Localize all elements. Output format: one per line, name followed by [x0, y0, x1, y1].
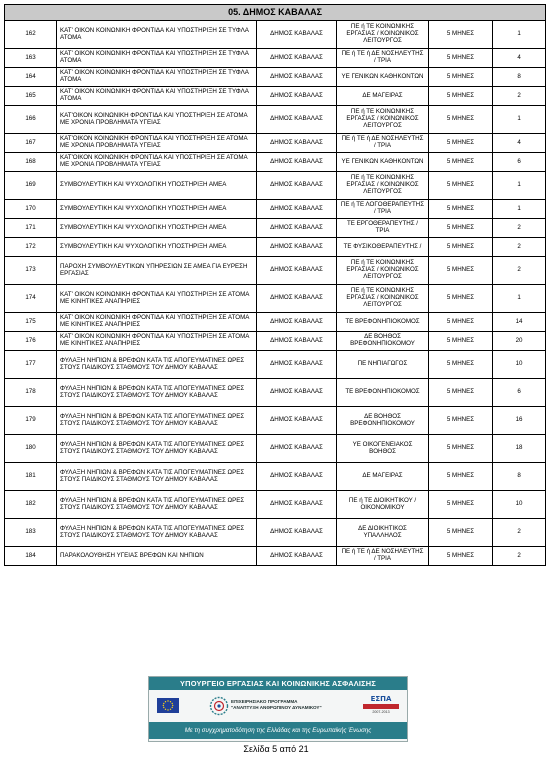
row-specialty: ΔΕ ΒΟΗΘΟΣ ΒΡΕΦΟΝΗΠΙΟΚΟΜΟΥ	[337, 332, 429, 351]
row-specialty: ΤΕ ΒΡΕΦΟΝΗΠΙΟΚΟΜΟΣ	[337, 379, 429, 407]
row-positions: 2	[493, 87, 546, 106]
row-description: ΚΑΤ' ΟΙΚΟΝ ΚΟΙΝΩΝΙΚΗ ΦΡΟΝΤΙΔΑ ΚΑΙ ΥΠΟΣΤΗΡΙΞΗ ΣΕ ΑΤΟΜΑ ΜΕ ΚΙΝΗΤΙΚΕΣ ΑΝΑΠΗΡΙΕΣ	[57, 285, 257, 313]
row-number: 163	[5, 49, 57, 68]
row-organization: ΔΗΜΟΣ ΚΑΒΑΛΑΣ	[257, 200, 337, 219]
row-positions: 14	[493, 313, 546, 332]
row-organization: ΔΗΜΟΣ ΚΑΒΑΛΑΣ	[257, 313, 337, 332]
row-specialty: ΤΕ ΒΡΕΦΟΝΗΠΙΟΚΟΜΟΣ	[337, 313, 429, 332]
row-specialty: ΠΕ ή ΤΕ ή ΔΕ ΝΟΣΗΛΕΥΤΗΣ / ΤΡΙΑ	[337, 547, 429, 566]
row-positions: 16	[493, 407, 546, 435]
row-organization: ΔΗΜΟΣ ΚΑΒΑΛΑΣ	[257, 257, 337, 285]
funding-banner	[148, 676, 408, 742]
row-number: 168	[5, 153, 57, 172]
table-row	[5, 172, 546, 200]
espa-years: 2007-2013	[372, 710, 390, 714]
row-description: ΚΑΤ'ΟΙΚΟΝ ΚΟΙΝΩΝΙΚΗ ΦΡΟΝΤΙΔΑ ΚΑΙ ΥΠΟΣΤΗΡΙΞΗ ΣΕ ΑΤΟΜΑ ΜΕ ΧΡΟΝΙΑ ΠΡΟΒΛΗΜΑΤΑ ΥΓΕΙΑΣ	[57, 134, 257, 153]
row-number: 172	[5, 238, 57, 257]
row-positions: 2	[493, 519, 546, 547]
row-duration: 5 ΜΗΝΕΣ	[429, 106, 493, 134]
banner-logos	[149, 690, 407, 722]
table-row	[5, 519, 546, 547]
table-row	[5, 313, 546, 332]
row-organization: ΔΗΜΟΣ ΚΑΒΑΛΑΣ	[257, 351, 337, 379]
row-description: ΦΥΛΑΞΗ ΝΗΠΙΩΝ & ΒΡΕΦΩΝ ΚΑΤΑ ΤΙΣ ΑΠΟΓΕΥΜΑΤΙΝΕΣ ΩΡΕΣ ΣΤΟΥΣ ΠΑΙΔΙΚΟΥΣ ΣΤΑΘΜΟΥΣ ΤΟΥ ΔΗΜΟΥ ΚΑΒΑΛΑΣ	[57, 435, 257, 463]
row-positions: 2	[493, 257, 546, 285]
row-description: ΣΥΜΒΟΥΛΕΥΤΙΚΗ ΚΑΙ ΨΥΧΟΛΟΓΙΚΗ ΥΠΟΣΤΗΡΙΞΗ ΑΜΕΑ	[57, 219, 257, 238]
row-specialty: ΔΕ ΜΑΓΕΙΡΑΣ	[337, 463, 429, 491]
row-duration: 5 ΜΗΝΕΣ	[429, 435, 493, 463]
cofinance-note: Με τη συγχρηματοδότηση της Ελλάδας και της Ευρωπαϊκής Ένωσης	[149, 722, 407, 739]
row-organization: ΔΗΜΟΣ ΚΑΒΑΛΑΣ	[257, 407, 337, 435]
row-positions: 1	[493, 21, 546, 49]
row-number: 184	[5, 547, 57, 566]
table-row	[5, 285, 546, 313]
row-description: ΦΥΛΑΞΗ ΝΗΠΙΩΝ & ΒΡΕΦΩΝ ΚΑΤΑ ΤΙΣ ΑΠΟΓΕΥΜΑΤΙΝΕΣ ΩΡΕΣ ΣΤΟΥΣ ΠΑΙΔΙΚΟΥΣ ΣΤΑΘΜΟΥΣ ΤΟΥ ΔΗΜΟΥ ΚΑΒΑΛΑΣ	[57, 351, 257, 379]
ministry-title: ΥΠΟΥΡΓΕΙΟ ΕΡΓΑΣΙΑΣ ΚΑΙ ΚΟΙΝΩΝΙΚΗΣ ΑΣΦΑΛΙΣΗΣ	[149, 677, 407, 690]
positions-table-body	[5, 5, 546, 566]
row-specialty: ΠΕ ή ΤΕ ΚΟΙΝΩΝΙΚΗΣ ΕΡΓΑΣΙΑΣ / ΚΟΙΝΩΝΙΚΟΣ ΛΕΙΤΟΥΡΓΟΣ	[337, 106, 429, 134]
row-positions: 1	[493, 106, 546, 134]
row-description: ΦΥΛΑΞΗ ΝΗΠΙΩΝ & ΒΡΕΦΩΝ ΚΑΤΑ ΤΙΣ ΑΠΟΓΕΥΜΑΤΙΝΕΣ ΩΡΕΣ ΣΤΟΥΣ ΠΑΙΔΙΚΟΥΣ ΣΤΑΘΜΟΥΣ ΤΟΥ ΔΗΜΟΥ ΚΑΒΑΛΑΣ	[57, 491, 257, 519]
row-description: ΚΑΤ' ΟΙΚΟΝ ΚΟΙΝΩΝΙΚΗ ΦΡΟΝΤΙΔΑ ΚΑΙ ΥΠΟΣΤΗΡΙΞΗ ΣΕ ΤΥΦΛΑ ΑΤΟΜΑ	[57, 49, 257, 68]
row-positions: 6	[493, 379, 546, 407]
row-positions: 8	[493, 68, 546, 87]
row-duration: 5 ΜΗΝΕΣ	[429, 238, 493, 257]
row-number: 170	[5, 200, 57, 219]
table-row	[5, 68, 546, 87]
row-positions: 10	[493, 351, 546, 379]
row-positions: 20	[493, 332, 546, 351]
row-specialty: ΤΕ ΦΥΣΙΚΟΘΕΡΑΠΕΥΤΗΣ /	[337, 238, 429, 257]
row-duration: 5 ΜΗΝΕΣ	[429, 134, 493, 153]
table-row	[5, 87, 546, 106]
row-number: 181	[5, 463, 57, 491]
table-row	[5, 351, 546, 379]
positions-table	[4, 4, 546, 566]
row-organization: ΔΗΜΟΣ ΚΑΒΑΛΑΣ	[257, 332, 337, 351]
row-duration: 5 ΜΗΝΕΣ	[429, 200, 493, 219]
row-specialty: ΥΕ ΟΙΚΟΓΕΝΕΙΑΚΟΣ ΒΟΗΘΟΣ	[337, 435, 429, 463]
row-positions: 2	[493, 547, 546, 566]
row-specialty: ΠΕ ή ΤΕ ΚΟΙΝΩΝΙΚΗΣ ΕΡΓΑΣΙΑΣ / ΚΟΙΝΩΝΙΚΟΣ ΛΕΙΤΟΥΡΓΟΣ	[337, 285, 429, 313]
table-row	[5, 106, 546, 134]
row-number: 179	[5, 407, 57, 435]
row-number: 171	[5, 219, 57, 238]
row-duration: 5 ΜΗΝΕΣ	[429, 407, 493, 435]
row-duration: 5 ΜΗΝΕΣ	[429, 219, 493, 238]
row-specialty: ΠΕ ή ΤΕ ΚΟΙΝΩΝΙΚΗΣ ΕΡΓΑΣΙΑΣ / ΚΟΙΝΩΝΙΚΟΣ ΛΕΙΤΟΥΡΓΟΣ	[337, 257, 429, 285]
row-number: 180	[5, 435, 57, 463]
row-number: 177	[5, 351, 57, 379]
table-row	[5, 257, 546, 285]
row-specialty: ΥΕ ΓΕΝΙΚΩΝ ΚΑΘΗΚΟΝΤΩΝ	[337, 153, 429, 172]
row-number: 183	[5, 519, 57, 547]
row-organization: ΔΗΜΟΣ ΚΑΒΑΛΑΣ	[257, 49, 337, 68]
row-specialty: ΠΕ ή ΤΕ ΔΙΟΙΚΗΤΙΚΟΥ / ΟΙΚΟΝΟΜΙΚΟΥ	[337, 491, 429, 519]
row-number: 164	[5, 68, 57, 87]
row-specialty: ΤΕ ΕΡΓΟΘΕΡΑΠΕΥΤΗΣ / ΤΡΙΑ	[337, 219, 429, 238]
row-specialty: ΔΕ ΜΑΓΕΙΡΑΣ	[337, 87, 429, 106]
row-specialty: ΠΕ ή ΤΕ ΚΟΙΝΩΝΙΚΗΣ ΕΡΓΑΣΙΑΣ / ΚΟΙΝΩΝΙΚΟΣ ΛΕΙΤΟΥΡΓΟΣ	[337, 172, 429, 200]
row-organization: ΔΗΜΟΣ ΚΑΒΑΛΑΣ	[257, 435, 337, 463]
row-organization: ΔΗΜΟΣ ΚΑΒΑΛΑΣ	[257, 134, 337, 153]
row-duration: 5 ΜΗΝΕΣ	[429, 68, 493, 87]
row-number: 165	[5, 87, 57, 106]
program-line-1: ΕΠΙΧΕΙΡΗΣΙΑΚΟ ΠΡΟΓΡΑΜΜΑ	[231, 699, 298, 704]
row-description: ΠΑΡΟΧΗ ΣΥΜΒΟΥΛΕΥΤΙΚΩΝ ΥΠΗΡΕΣΙΩΝ ΣΕ ΑΜΕΑ ΓΙΑ ΕΥΡΕΣΗ ΕΡΓΑΣΙΑΣ	[57, 257, 257, 285]
row-description: ΦΥΛΑΞΗ ΝΗΠΙΩΝ & ΒΡΕΦΩΝ ΚΑΤΑ ΤΙΣ ΑΠΟΓΕΥΜΑΤΙΝΕΣ ΩΡΕΣ ΣΤΟΥΣ ΠΑΙΔΙΚΟΥΣ ΣΤΑΘΜΟΥΣ ΤΟΥ ΔΗΜΟΥ ΚΑΒΑΛΑΣ	[57, 379, 257, 407]
row-organization: ΔΗΜΟΣ ΚΑΒΑΛΑΣ	[257, 285, 337, 313]
table-row	[5, 153, 546, 172]
table-row	[5, 379, 546, 407]
row-number: 167	[5, 134, 57, 153]
row-specialty: ΠΕ ή ΤΕ ΚΟΙΝΩΝΙΚΗΣ ΕΡΓΑΣΙΑΣ / ΚΟΙΝΩΝΙΚΟΣ ΛΕΙΤΟΥΡΓΟΣ	[337, 21, 429, 49]
espa-label: ΕΣΠΑ	[370, 695, 392, 703]
row-specialty: ΠΕ ΝΗΠΙΑΓΩΓΟΣ	[337, 351, 429, 379]
row-description: ΚΑΤ'ΟΙΚΟΝ ΚΟΙΝΩΝΙΚΗ ΦΡΟΝΤΙΔΑ ΚΑΙ ΥΠΟΣΤΗΡΙΞΗ ΣΕ ΑΤΟΜΑ ΜΕ ΧΡΟΝΙΑ ΠΡΟΒΛΗΜΑΤΑ ΥΓΕΙΑΣ	[57, 153, 257, 172]
table-row	[5, 491, 546, 519]
table-row	[5, 134, 546, 153]
table-row	[5, 238, 546, 257]
row-number: 173	[5, 257, 57, 285]
table-row	[5, 49, 546, 68]
row-positions: 2	[493, 219, 546, 238]
program-line-2: "ΑΝΑΠΤΥΞΗ ΑΝΘΡΩΠΙΝΟΥ ΔΥΝΑΜΙΚΟΥ"	[231, 704, 322, 710]
row-duration: 5 ΜΗΝΕΣ	[429, 257, 493, 285]
row-organization: ΔΗΜΟΣ ΚΑΒΑΛΑΣ	[257, 106, 337, 134]
row-positions: 10	[493, 491, 546, 519]
row-positions: 6	[493, 153, 546, 172]
row-description: ΚΑΤ' ΟΙΚΟΝ ΚΟΙΝΩΝΙΚΗ ΦΡΟΝΤΙΔΑ ΚΑΙ ΥΠΟΣΤΗΡΙΞΗ ΣΕ ΑΤΟΜΑ ΜΕ ΚΙΝΗΤΙΚΕΣ ΑΝΑΠΗΡΙΕΣ	[57, 332, 257, 351]
row-duration: 5 ΜΗΝΕΣ	[429, 87, 493, 106]
page-number: Σελίδα 5 από 21	[243, 744, 309, 754]
row-duration: 5 ΜΗΝΕΣ	[429, 463, 493, 491]
row-duration: 5 ΜΗΝΕΣ	[429, 491, 493, 519]
row-description: ΣΥΜΒΟΥΛΕΥΤΙΚΗ ΚΑΙ ΨΥΧΟΛΟΓΙΚΗ ΥΠΟΣΤΗΡΙΞΗ ΑΜΕΑ	[57, 238, 257, 257]
row-duration: 5 ΜΗΝΕΣ	[429, 379, 493, 407]
table-row	[5, 435, 546, 463]
row-description: ΣΥΜΒΟΥΛΕΥΤΙΚΗ ΚΑΙ ΨΥΧΟΛΟΓΙΚΗ ΥΠΟΣΤΗΡΙΞΗ ΑΜΕΑ	[57, 172, 257, 200]
table-title-row	[5, 5, 546, 21]
row-description: ΦΥΛΑΞΗ ΝΗΠΙΩΝ & ΒΡΕΦΩΝ ΚΑΤΑ ΤΙΣ ΑΠΟΓΕΥΜΑΤΙΝΕΣ ΩΡΕΣ ΣΤΟΥΣ ΠΑΙΔΙΚΟΥΣ ΣΤΑΘΜΟΥΣ ΤΟΥ ΔΗΜΟΥ ΚΑΒΑΛΑΣ	[57, 463, 257, 491]
row-organization: ΔΗΜΟΣ ΚΑΒΑΛΑΣ	[257, 491, 337, 519]
row-organization: ΔΗΜΟΣ ΚΑΒΑΛΑΣ	[257, 547, 337, 566]
row-duration: 5 ΜΗΝΕΣ	[429, 153, 493, 172]
row-positions: 18	[493, 435, 546, 463]
table-row	[5, 200, 546, 219]
row-duration: 5 ΜΗΝΕΣ	[429, 21, 493, 49]
row-duration: 5 ΜΗΝΕΣ	[429, 519, 493, 547]
row-description: ΠΑΡΑΚΟΛΟΥΘΗΣΗ ΥΓΕΙΑΣ ΒΡΕΦΩΝ ΚΑΙ ΝΗΠΙΩΝ	[57, 547, 257, 566]
row-organization: ΔΗΜΟΣ ΚΑΒΑΛΑΣ	[257, 153, 337, 172]
row-number: 162	[5, 21, 57, 49]
row-description: ΚΑΤ' ΟΙΚΟΝ ΚΟΙΝΩΝΙΚΗ ΦΡΟΝΤΙΔΑ ΚΑΙ ΥΠΟΣΤΗΡΙΞΗ ΣΕ ΤΥΦΛΑ ΑΤΟΜΑ	[57, 68, 257, 87]
row-specialty: ΔΕ ΔΙΟΙΚΗΤΙΚΟΣ ΥΠΑΛΛΗΛΟΣ	[337, 519, 429, 547]
row-specialty: ΠΕ ή ΤΕ ή ΔΕ ΝΟΣΗΛΕΥΤΗΣ / ΤΡΙΑ	[337, 49, 429, 68]
row-specialty: ΠΕ ή ΤΕ ΛΟΓΟΘΕΡΑΠΕΥΤΗΣ / ΤΡΙΑ	[337, 200, 429, 219]
row-specialty: ΔΕ ΒΟΗΘΟΣ ΒΡΕΦΟΝΗΠΙΟΚΟΜΟΥ	[337, 407, 429, 435]
program-logo	[209, 696, 337, 716]
table-title: 05. ΔΗΜΟΣ ΚΑΒΑΛΑΣ	[5, 5, 546, 21]
row-duration: 5 ΜΗΝΕΣ	[429, 332, 493, 351]
eu-flag-icon	[157, 698, 179, 713]
table-row	[5, 219, 546, 238]
table-row	[5, 463, 546, 491]
row-number: 169	[5, 172, 57, 200]
row-description: ΦΥΛΑΞΗ ΝΗΠΙΩΝ & ΒΡΕΦΩΝ ΚΑΤΑ ΤΙΣ ΑΠΟΓΕΥΜΑΤΙΝΕΣ ΩΡΕΣ ΣΤΟΥΣ ΠΑΙΔΙΚΟΥΣ ΣΤΑΘΜΟΥΣ ΤΟΥ ΔΗΜΟΥ ΚΑΒΑΛΑΣ	[57, 407, 257, 435]
row-organization: ΔΗΜΟΣ ΚΑΒΑΛΑΣ	[257, 463, 337, 491]
row-organization: ΔΗΜΟΣ ΚΑΒΑΛΑΣ	[257, 219, 337, 238]
row-specialty: ΠΕ ή ΤΕ ή ΔΕ ΝΟΣΗΛΕΥΤΗΣ / ΤΡΙΑ	[337, 134, 429, 153]
table-row	[5, 547, 546, 566]
row-positions: 8	[493, 463, 546, 491]
row-organization: ΔΗΜΟΣ ΚΑΒΑΛΑΣ	[257, 238, 337, 257]
row-positions: 1	[493, 200, 546, 219]
row-organization: ΔΗΜΟΣ ΚΑΒΑΛΑΣ	[257, 21, 337, 49]
row-number: 178	[5, 379, 57, 407]
row-duration: 5 ΜΗΝΕΣ	[429, 285, 493, 313]
row-number: 175	[5, 313, 57, 332]
row-number: 166	[5, 106, 57, 134]
table-row	[5, 21, 546, 49]
row-organization: ΔΗΜΟΣ ΚΑΒΑΛΑΣ	[257, 519, 337, 547]
row-description: ΚΑΤ' ΟΙΚΟΝ ΚΟΙΝΩΝΙΚΗ ΦΡΟΝΤΙΔΑ ΚΑΙ ΥΠΟΣΤΗΡΙΞΗ ΣΕ ΑΤΟΜΑ ΜΕ ΚΙΝΗΤΙΚΕΣ ΑΝΑΠΗΡΙΕΣ	[57, 313, 257, 332]
row-organization: ΔΗΜΟΣ ΚΑΒΑΛΑΣ	[257, 87, 337, 106]
row-organization: ΔΗΜΟΣ ΚΑΒΑΛΑΣ	[257, 172, 337, 200]
row-positions: 2	[493, 238, 546, 257]
table-row	[5, 407, 546, 435]
row-description: ΚΑΤ' ΟΙΚΟΝ ΚΟΙΝΩΝΙΚΗ ΦΡΟΝΤΙΔΑ ΚΑΙ ΥΠΟΣΤΗΡΙΞΗ ΣΕ ΤΥΦΛΑ ΑΤΟΜΑ	[57, 21, 257, 49]
row-description: ΦΥΛΑΞΗ ΝΗΠΙΩΝ & ΒΡΕΦΩΝ ΚΑΤΑ ΤΙΣ ΑΠΟΓΕΥΜΑΤΙΝΕΣ ΩΡΕΣ ΣΤΟΥΣ ΠΑΙΔΙΚΟΥΣ ΣΤΑΘΜΟΥΣ ΤΟΥ ΔΗΜΟΥ ΚΑΒΑΛΑΣ	[57, 519, 257, 547]
espa-logo-icon	[363, 695, 399, 717]
row-duration: 5 ΜΗΝΕΣ	[429, 172, 493, 200]
row-number: 182	[5, 491, 57, 519]
program-name	[231, 699, 322, 710]
row-positions: 1	[493, 172, 546, 200]
row-number: 176	[5, 332, 57, 351]
row-positions: 4	[493, 134, 546, 153]
row-organization: ΔΗΜΟΣ ΚΑΒΑΛΑΣ	[257, 379, 337, 407]
row-duration: 5 ΜΗΝΕΣ	[429, 547, 493, 566]
row-description: ΣΥΜΒΟΥΛΕΥΤΙΚΗ ΚΑΙ ΨΥΧΟΛΟΓΙΚΗ ΥΠΟΣΤΗΡΙΞΗ ΑΜΕΑ	[57, 200, 257, 219]
table-row	[5, 332, 546, 351]
job-positions-sheet	[4, 4, 545, 566]
espa-stripe	[363, 704, 399, 709]
row-description: ΚΑΤ'ΟΙΚΟΝ ΚΟΙΝΩΝΙΚΗ ΦΡΟΝΤΙΔΑ ΚΑΙ ΥΠΟΣΤΗΡΙΞΗ ΣΕ ΑΤΟΜΑ ΜΕ ΧΡΟΝΙΑ ΠΡΟΒΛΗΜΑΤΑ ΥΓΕΙΑΣ	[57, 106, 257, 134]
row-duration: 5 ΜΗΝΕΣ	[429, 351, 493, 379]
row-positions: 4	[493, 49, 546, 68]
program-logo-icon	[209, 696, 229, 716]
row-description: ΚΑΤ' ΟΙΚΟΝ ΚΟΙΝΩΝΙΚΗ ΦΡΟΝΤΙΔΑ ΚΑΙ ΥΠΟΣΤΗΡΙΞΗ ΣΕ ΤΥΦΛΑ ΑΤΟΜΑ	[57, 87, 257, 106]
row-duration: 5 ΜΗΝΕΣ	[429, 313, 493, 332]
row-positions: 1	[493, 285, 546, 313]
row-number: 174	[5, 285, 57, 313]
row-organization: ΔΗΜΟΣ ΚΑΒΑΛΑΣ	[257, 68, 337, 87]
row-specialty: ΥΕ ΓΕΝΙΚΩΝ ΚΑΘΗΚΟΝΤΩΝ	[337, 68, 429, 87]
row-duration: 5 ΜΗΝΕΣ	[429, 49, 493, 68]
